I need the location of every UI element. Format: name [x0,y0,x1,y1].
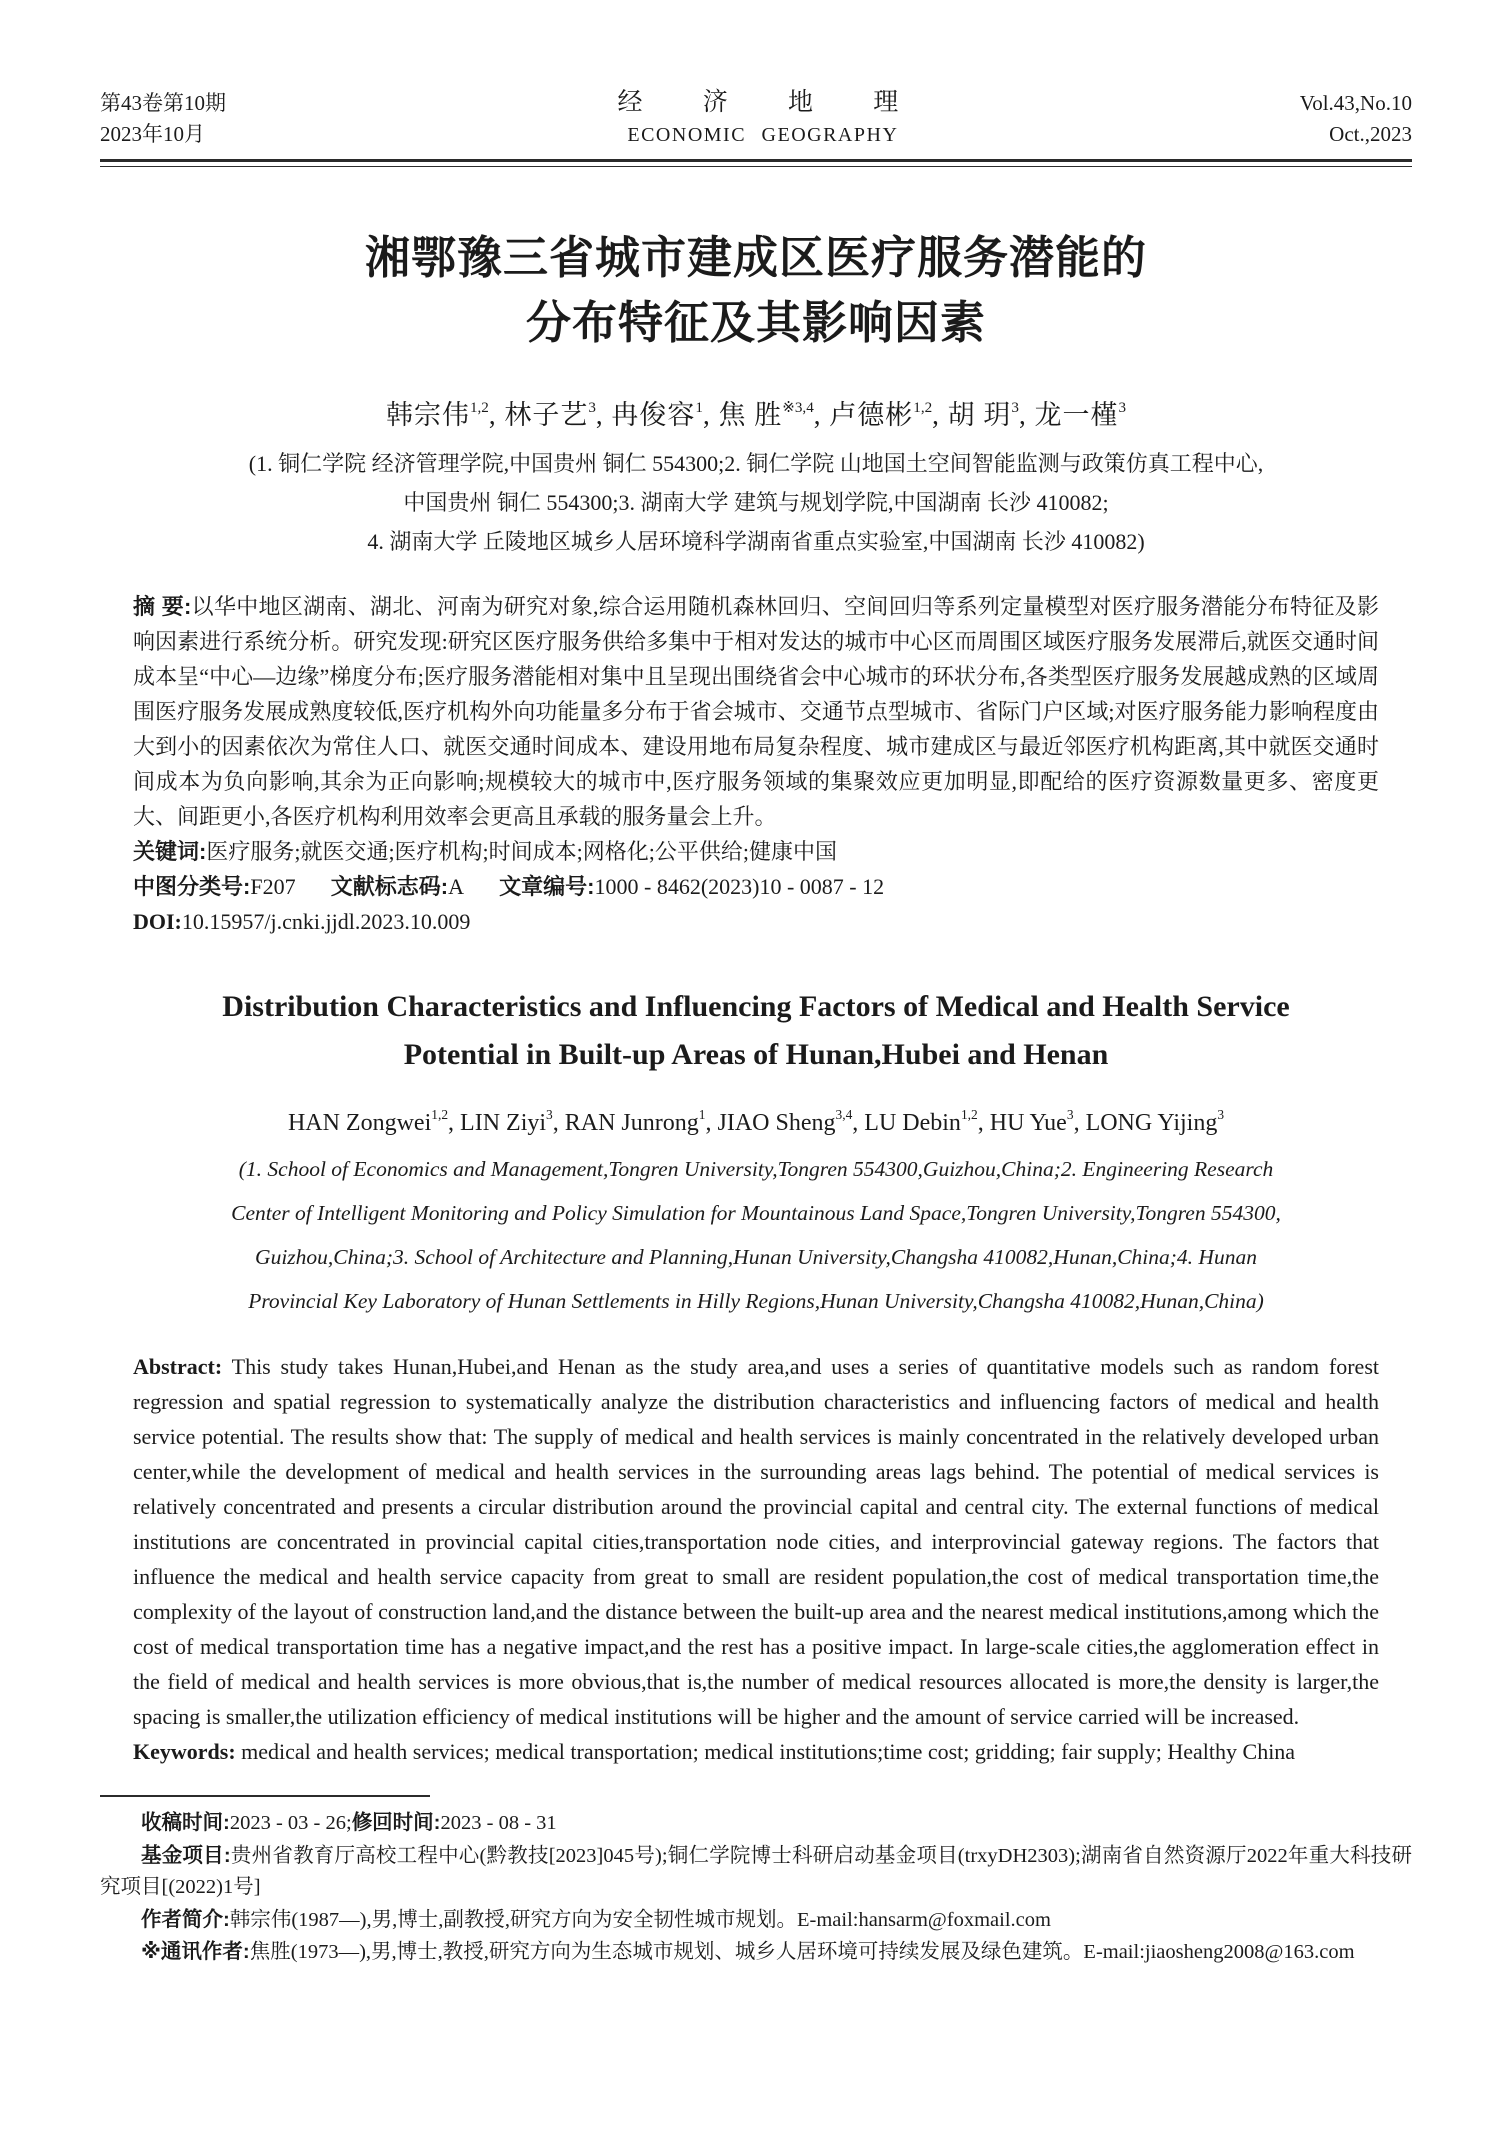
footnote-bio [100,1904,1412,1937]
author-affil-marker: 3 [1217,1106,1225,1122]
footnote-corresponding [100,1936,1412,1969]
footnote-received [100,1807,1412,1840]
abstract-en [133,1349,1379,1734]
author-en: LIN Ziyi$^3$, [460,1106,559,1136]
author-cn: 林子艺$^3$, [504,399,604,430]
fund-label: 基金项目: [141,1843,231,1867]
author-affil-marker: 3,4 [835,1106,853,1122]
journal-title [618,86,909,150]
doi-label: DOI: [133,909,182,934]
article-no-label: 文章编号: [499,874,595,899]
footnote-fund [100,1840,1412,1904]
journal-header [100,86,1412,150]
article-body [133,225,1379,1769]
author-affil-marker: 1,2 [960,1106,978,1122]
author-affil-marker: 3 [546,1106,553,1122]
author-affil-marker: ※3,4 [782,399,814,416]
article-title-cn [133,225,1379,355]
corresponding-label: ※通讯作者: [141,1940,250,1963]
received-value: 2023 - 03 - 26; [229,1812,352,1834]
keywords-label-en: Keywords: [133,1739,236,1764]
author-cn: 卢德彬$^{1,2}$, [829,399,940,430]
keywords-text-en: medical and health services; medical transportation; medical institutions;time cost; gridding; fair supply; Healthy China [241,1739,1296,1764]
volume-issue-cn: 第43卷第10期 [100,91,226,115]
author-affil-marker: 1,2 [469,399,489,416]
affiliations-cn [133,444,1379,561]
author-cn: 韩宗伟$^{1,2}$, [385,399,497,430]
author-en: LU Debin$^{1,2}$, [864,1106,984,1136]
date-en: Oct.,2023 [1329,122,1412,146]
author-en: RAN Junrong$^1$, [564,1106,712,1136]
journal-issue-cn [100,88,226,150]
revised-value: 2023 - 08 - 31 [440,1812,557,1834]
author-en: JIAO Sheng$^{3,4}$, [717,1106,859,1136]
author-en: HU Yue$^3$, [989,1106,1080,1136]
abstract-text-en: This study takes Hunan,Hubei,and Henan as the study area,and uses a series of quantitative models such as random forest regression and spatial regression to systematically analyze the distribution characteristics and influencing factors of medical and health service potential. The results show that: The supply of medical and health services is mainly concentrated in the relatively developed urban center,while the development of medical and health services in the surrounding areas lags behind. The potential of medical services is relatively concentrated and presents a circular distribution around the provincial capital and central city. The external functions of medical institutions are concentrated in provincial capital cities,transportation node cities, and interprovincial gateway regions. The factors that influence the medical and health service capacity from great to small are resident population,the cost of medical transportation time,the complexity of the layout of construction land,and the distance between the built-up area and the nearest medical institutions,among which the cost of medical transportation time has a negative impact,and the rest has a positive impact. In large-scale cities,the agglomeration effect in the field of medical and health services is more obvious,that is,the number of medical resources allocated is more,the density is larger,the spacing is smaller,the utilization efficiency of medical institutions will be higher and the amount of service carried will be increased. [133,1354,1379,1729]
author-cn: 龙一槿$^3$ [1034,399,1127,430]
revised-label: 修回时间: [351,1811,441,1834]
clc-line [133,869,1379,904]
authors-cn [133,393,1379,432]
affiliation-cn-line: 中国贵州 铜仁 554300;3. 湖南大学 建筑与规划学院,中国湖南 长沙 410082; [403,490,1109,515]
keywords-label-cn: 关键词: [133,839,207,864]
author-cn: 焦 胜$^{※3,4}$, [718,399,822,430]
doi-line [133,904,1379,939]
affiliation-en-line: Guizhou,China;3. School of Architecture and Planning,Hunan University,Changsha 410082,Hunan,China;4. Hunan [255,1245,1257,1269]
abstract-en-block [133,1349,1379,1769]
keywords-cn [133,834,1379,869]
doc-code-label: 文献标志码: [330,874,449,899]
abstract-cn [133,589,1379,834]
affiliations-en [133,1147,1379,1323]
article-title-en-line1: Distribution Characteristics and Influencing Factors of Medical and Health Service [222,990,1290,1023]
author-affil-marker: 3 [1011,399,1019,416]
volume-issue-en: Vol.43,No.10 [1299,91,1412,115]
date-cn: 2023年10月 [100,122,205,146]
bio-label: 作者简介: [141,1907,230,1931]
keywords-text-cn: 医疗服务;就医交通;医疗机构;时间成本;网格化;公平供给;健康中国 [206,839,838,864]
journal-title-cn: 经 济 地 理 [617,89,909,116]
affiliation-cn-line: (1. 铜仁学院 经济管理学院,中国贵州 铜仁 554300;2. 铜仁学院 山地国土空间智能监测与政策仿真工程中心, [248,451,1264,476]
affiliation-en-line: Center of Intelligent Monitoring and Policy Simulation for Mountainous Land Space,Tongren University,Tongren 554300, [231,1201,1281,1225]
footnote-area [100,1795,1412,1969]
author-affil-marker: 3 [588,399,596,416]
doc-code-value: A [448,874,464,899]
author-en: LONG Yijing$^3$ [1085,1106,1225,1136]
article-title-en-line2: Potential in Built-up Areas of Hunan,Hubei and Henan [403,1038,1109,1071]
clc-value: F207 [250,874,296,899]
author-affil-marker: 1,2 [431,1106,449,1122]
bio-value: 韩宗伟(1987—),男,博士,副教授,研究方向为安全韧性城市规划。E-mail:hansarm@foxmail.com [229,1908,1051,1931]
keywords-en [133,1734,1379,1769]
author-affil-marker: 3 [1066,1106,1074,1122]
header-divider [100,159,1412,167]
article-title-en [133,983,1379,1079]
affiliation-cn-line: 4. 湖南大学 丘陵地区城乡人居环境科学湖南省重点实验室,中国湖南 长沙 410082) [367,529,1145,554]
abstract-cn-block [133,589,1379,939]
author-cn: 胡 玥$^3$, [947,399,1027,430]
author-affil-marker: 3 [1118,399,1127,416]
doi-value: 10.15957/j.cnki.jjdl.2023.10.009 [181,909,471,934]
author-affil-marker: 1,2 [913,399,933,416]
author-affil-marker: 1 [695,399,703,416]
journal-title-en: ECONOMIC GEOGRAPHY [627,124,899,146]
affiliation-en-line: (1. School of Economics and Management,Tongren University,Tongren 554300,Guizhou,China;2. Engineering Research [238,1157,1274,1181]
corresponding-value: 焦胜(1973—),男,博士,教授,研究方向为生态城市规划、城乡人居环境可持续发展及绿色建筑。E-mail:jiaosheng2008@163.com [249,1941,1355,1963]
article-title-cn-line1: 湘鄂豫三省城市建成区医疗服务潜能的 [364,232,1147,283]
authors-en [133,1106,1379,1137]
clc-label: 中图分类号: [133,874,251,899]
article-no-value: 1000 - 8462(2023)10 - 0087 - 12 [594,874,885,899]
received-label: 收稿时间: [141,1811,230,1834]
author-affil-marker: 1 [698,1106,706,1122]
journal-issue-en [1300,88,1412,150]
abstract-label-en: Abstract: [133,1354,223,1379]
fund-value: 贵州省教育厅高校工程中心(黔教技[2023]045号);铜仁学院博士科研启动基金项目(trxyDH2303);湖南省自然资源厅2022年重大科技研究项目[(2022)1号] [100,1844,1413,1898]
affiliation-en-line: Provincial Key Laboratory of Hunan Settlements in Hilly Regions,Hunan University,Changsha 410082,Hunan,China) [248,1289,1264,1313]
footnote-divider [100,1795,430,1797]
author-en: HAN Zongwei$^{1,2}$, [287,1106,455,1136]
abstract-label-cn: 摘 要: [133,594,192,619]
abstract-text-cn: 以华中地区湖南、湖北、河南为研究对象,综合运用随机森林回归、空间回归等系列定量模型对医疗服务潜能分布特征及影响因素进行系统分析。研究发现:研究区医疗服务供给多集中于相对发达的城市中心区而周围区域医疗服务发展滞后,就医交通时间成本呈“中心—边缘”梯度分布;医疗服务潜能相对集中且呈现出围绕省会中心城市的环状分布,各类型医疗服务发展越成熟的区域周围医疗服务发展成熟度较低,医疗机构外向功能量多分布于省会城市、交通节点型城市、省际门户区域;对医疗服务能力影响程度由大到小的因素依次为常住人口、就医交通时间成本、建设用地布局复杂程度、城市建成区与最近邻医疗机构距离,其中就医交通时间成本为负向影响,其余为正向影响;规模较大的城市中,医疗服务领域的集聚效应更加明显,即配给的医疗资源数量更多、密度更大、间距更小,各医疗机构利用效率会更高且承载的服务量会上升。 [133,594,1379,829]
author-cn: 冉俊容$^1$, [611,399,711,430]
article-title-cn-line2: 分布特征及其影响因素 [525,297,986,348]
